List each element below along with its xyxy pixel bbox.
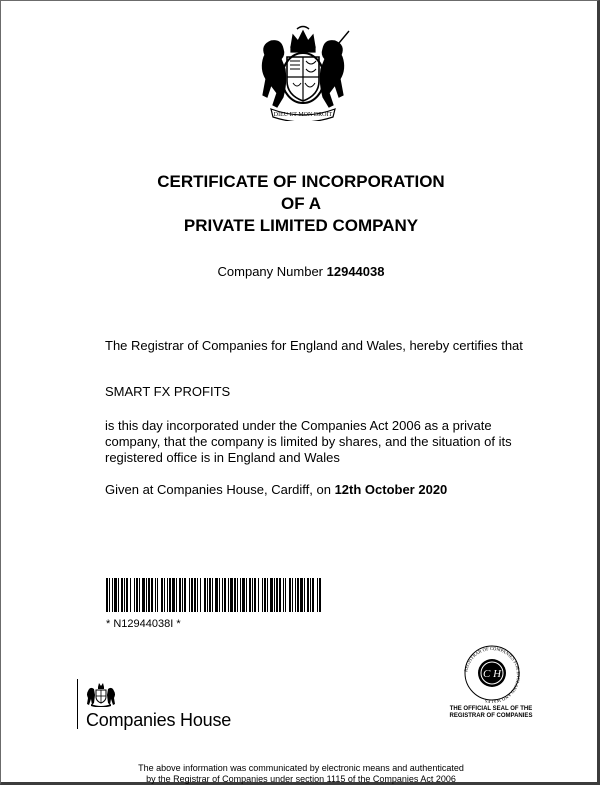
logo-divider	[77, 679, 78, 729]
company-number	[1, 264, 601, 279]
royal-coat-of-arms-icon	[253, 25, 353, 121]
barcode-bar	[317, 578, 318, 612]
barcode-bar	[121, 578, 123, 612]
barcode-bar	[146, 578, 147, 612]
barcode-bar	[109, 578, 110, 612]
barcode-bar	[270, 578, 273, 612]
title-line-1: CERTIFICATE OF INCORPORATION	[157, 172, 445, 191]
barcode-bar	[242, 578, 245, 612]
company-number-label: Company Number	[217, 264, 324, 279]
barcode-bar	[200, 578, 201, 612]
title-line-2: OF A	[281, 194, 321, 213]
barcode-bar	[155, 578, 156, 612]
svg-text:C H: C H	[482, 668, 502, 680]
barcode-bar	[182, 578, 183, 612]
barcode-bar	[204, 578, 206, 612]
barcode-bar	[297, 578, 299, 612]
barcode-bar	[254, 578, 256, 612]
barcode-bar	[172, 578, 175, 612]
barcode-bar	[148, 578, 150, 612]
barcode-bar	[161, 578, 163, 612]
barcode-bar	[118, 578, 119, 612]
company-name: SMART FX PROFITS	[105, 384, 231, 399]
barcode-bar	[136, 578, 138, 612]
seal-caption-line-1: THE OFFICIAL SEAL OF THE	[449, 706, 533, 712]
barcode-bar	[184, 578, 186, 612]
barcode-bar	[215, 578, 218, 612]
certificate-title	[1, 171, 601, 237]
barcode-bar	[164, 578, 165, 612]
barcode-bar	[304, 578, 305, 612]
barcode-bar	[264, 578, 266, 612]
barcode-bar	[189, 578, 190, 612]
footer-line-2: by the Registrar of Companies under section 1115 of the Companies Act 2006	[146, 774, 456, 784]
barcode-bar	[169, 578, 171, 612]
barcode-bar	[285, 578, 286, 612]
barcode-bar	[295, 578, 296, 612]
given-at-prefix: Given at Companies House, Cardiff, on	[105, 482, 331, 497]
barcode-bar	[300, 578, 303, 612]
seal-caption	[431, 706, 551, 720]
small-crest-icon	[85, 681, 117, 707]
barcode-bar	[207, 578, 208, 612]
barcode-bar	[114, 578, 117, 612]
barcode-bar	[279, 578, 281, 612]
barcode-bar	[167, 578, 168, 612]
barcode-bar	[292, 578, 293, 612]
barcode-bar	[212, 578, 213, 612]
barcode-bar	[224, 578, 226, 612]
barcode-bar	[319, 578, 321, 612]
barcode-bar	[249, 578, 251, 612]
barcode-bar	[252, 578, 253, 612]
barcode-bar	[237, 578, 238, 612]
barcode-bar	[179, 578, 181, 612]
barcode-bar	[106, 578, 108, 612]
barcode-bar	[222, 578, 223, 612]
official-seal-icon	[453, 643, 531, 703]
barcode-bar	[276, 578, 278, 612]
barcode-bar	[312, 578, 314, 612]
footer-line-1: The above information was communicated by electronic means and authenticated	[138, 763, 464, 773]
barcode-bar	[134, 578, 135, 612]
barcode-bar	[307, 578, 309, 612]
barcode-bar	[157, 578, 158, 612]
incorporation-date: 12th October 2020	[334, 482, 448, 497]
barcode-bar	[289, 578, 291, 612]
barcode	[106, 578, 321, 612]
barcode-bar	[197, 578, 198, 612]
barcode-bar	[258, 578, 259, 612]
barcode-bar	[274, 578, 275, 612]
barcode-bar	[112, 578, 113, 612]
barcode-bar	[176, 578, 177, 612]
barcode-bar	[219, 578, 220, 612]
crest-motto: DIEU ET MON DROIT	[273, 112, 333, 118]
barcode-bar	[310, 578, 311, 612]
barcode-bar	[262, 578, 263, 612]
seal-caption-line-2: REGISTRAR OF COMPANIES	[449, 713, 533, 719]
barcode-bar	[126, 578, 128, 612]
incorporation-paragraph: is this day incorporated under the Companies Act 2006 as a private company, that the company is limited by shares, and the situation of its registered office is in England and Wales	[105, 418, 512, 465]
given-at-line	[105, 482, 545, 498]
barcode-bar	[191, 578, 193, 612]
barcode-bar	[130, 578, 131, 612]
seal-ring-text: REGISTRAR OF COMPANIES FOR ENGLAND AND WALES	[463, 645, 522, 703]
barcode-bar	[246, 578, 247, 612]
certifies-paragraph: The Registrar of Companies for England and Wales, hereby certifies that	[105, 338, 523, 353]
barcode-bar	[139, 578, 140, 612]
barcode-bar	[283, 578, 284, 612]
barcode-bar	[240, 578, 241, 612]
companies-house-logo	[77, 679, 257, 731]
barcode-bar	[209, 578, 211, 612]
footer-note	[1, 763, 601, 785]
barcode-bar	[142, 578, 145, 612]
barcode-bar	[267, 578, 268, 612]
company-number-value: 12944038	[326, 264, 385, 279]
companies-house-wordmark: Companies House	[86, 710, 232, 730]
barcode-bar	[151, 578, 153, 612]
title-line-3: PRIVATE LIMITED COMPANY	[183, 216, 419, 235]
barcode-bar	[230, 578, 233, 612]
barcode-bar	[194, 578, 196, 612]
barcode-bar	[124, 578, 125, 612]
barcode-text: * N12944038I *	[106, 618, 181, 630]
barcode-bar	[234, 578, 236, 612]
barcode-bar	[228, 578, 229, 612]
